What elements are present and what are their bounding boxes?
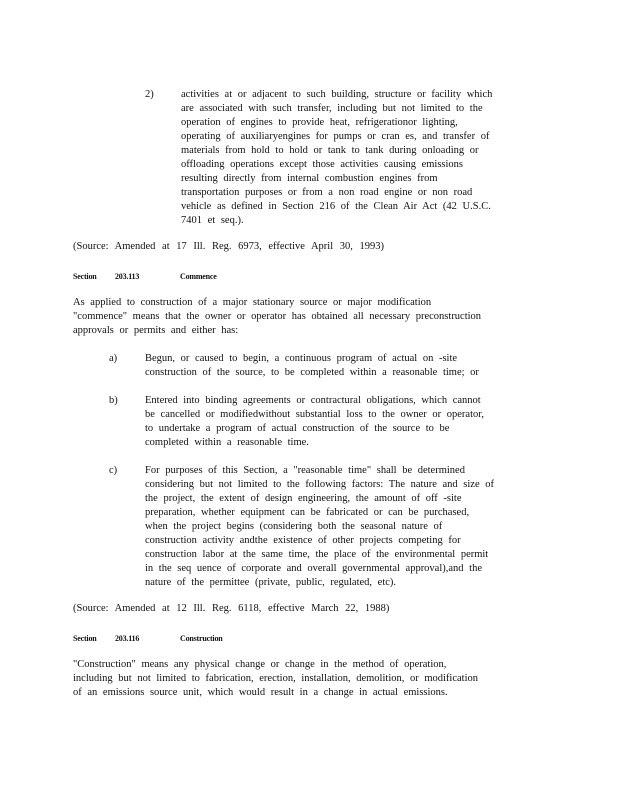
paragraph-line: of an emissions source unit, which would result in a change in actual emissions. xyxy=(73,687,448,698)
item-c-line: when the project begins (considering both the seasonal nature of xyxy=(145,521,443,532)
paragraph-line: "commence" means that the owner or operator has obtained all necessary preconstruction xyxy=(73,311,482,322)
item-2-line: transportation purposes or from a non road engine or non road xyxy=(181,187,473,198)
item-2-line: are associated with such transfer, including but not limited to the xyxy=(181,103,483,114)
item-b-line: to undertake a program of actual construction of the source to be xyxy=(145,423,450,434)
item-2-text xyxy=(181,88,492,228)
item-2-line: activities at or adjacent to such building, structure or facility which xyxy=(181,89,493,100)
item-2-line: materials from hold to hold or tank to tank during onloading or xyxy=(181,145,479,156)
item-c-marker: c) xyxy=(109,465,118,476)
paragraph-line: "Construction" means any physical change or change in the method of operation, xyxy=(73,659,447,670)
item-b-text xyxy=(145,394,484,450)
item-c-text xyxy=(145,464,494,590)
item-b-line: Entered into binding agreements or contractural obligations, which cannot xyxy=(145,395,481,406)
section-title: Construction xyxy=(180,634,223,643)
item-c-line: For purposes of this Section, a "reasonable time" shall be determined xyxy=(145,465,465,476)
item-c-line: the project, the extent of design engineering, the amount of off -site xyxy=(145,493,462,504)
source-note-2: (Source: Amended at 12 Ill. Reg. 6118, effective March 22, 1988) xyxy=(73,603,390,614)
paragraph-line: approvals or permits and either has: xyxy=(73,325,239,336)
commence-definition xyxy=(73,296,481,338)
item-a-line: construction of the source, to be completed within a reasonable time; or xyxy=(145,367,479,378)
item-2-line: 7401 et seq.). xyxy=(181,215,244,226)
source-note-1: (Source: Amended at 17 Ill. Reg. 6973, effective April 30, 1993) xyxy=(73,241,384,252)
section-number: 203.113 xyxy=(115,272,140,281)
item-2-line: operating of auxiliaryengines for pumps or cran es, and transfer of xyxy=(181,131,490,142)
item-b-line: completed within a reasonable time. xyxy=(145,437,309,448)
item-2-line: operation of engines to provide heat, refrigerationor lighting, xyxy=(181,117,458,128)
paragraph-line: As applied to construction of a major stationary source or major modification xyxy=(73,297,432,308)
item-c-line: considering but not limited to the following factors: The nature and size of xyxy=(145,479,494,490)
item-2-marker: 2) xyxy=(145,89,154,100)
item-c-line: nature of the permittee (private, public, regulated, etc). xyxy=(145,577,397,588)
item-a-marker: a) xyxy=(109,353,118,364)
section-label: Section xyxy=(73,634,97,643)
item-b-marker: b) xyxy=(109,395,118,406)
item-2-line: vehicle as defined in Section 216 of the Clean Air Act (42 U.S.C. xyxy=(181,201,491,212)
item-c-line: construction activity andthe existence of other projects competing for xyxy=(145,535,461,546)
item-a-text xyxy=(145,352,479,380)
section-number: 203.116 xyxy=(115,634,140,643)
item-b-line: be cancelled or modifiedwithout substantial loss to the owner or operator, xyxy=(145,409,484,420)
item-a-line: Begun, or caused to begin, a continuous program of actual on -site xyxy=(145,353,458,364)
item-2-line: resulting directly from internal combustion engines from xyxy=(181,173,438,184)
item-c-line: preparation, whether equipment can be fabricated or can be purchased, xyxy=(145,507,470,518)
item-2-line: offloading operations except those activities causing emissions xyxy=(181,159,463,170)
item-c-line: construction labor at the same time, the place of the environmental permit xyxy=(145,549,489,560)
construction-definition xyxy=(73,658,478,700)
paragraph-line: including but not limited to fabrication, erection, installation, demolition, or modification xyxy=(73,673,479,684)
item-c-line: in the seq uence of corporate and overall governmental approval),and the xyxy=(145,563,482,574)
section-label: Section xyxy=(73,272,97,281)
section-title: Commence xyxy=(180,272,217,281)
